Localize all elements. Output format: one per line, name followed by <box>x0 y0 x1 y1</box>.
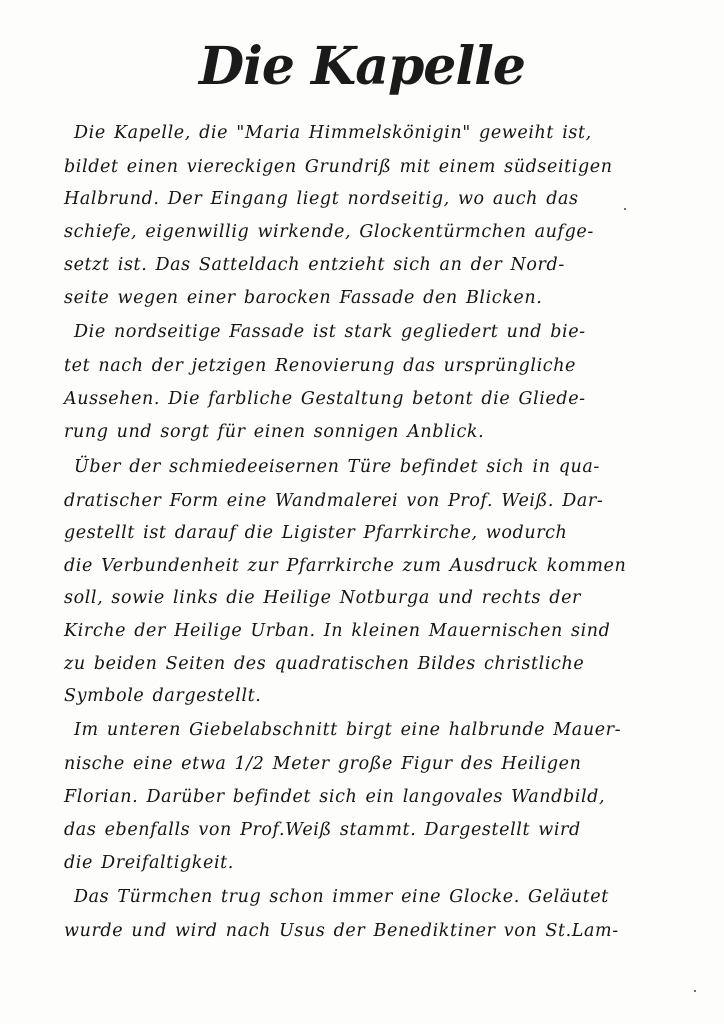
text-line: seite wegen einer barocken Fassade den Blicken. <box>64 288 543 308</box>
text-line: setzt ist. Das Satteldach entzieht sich an der Nord- <box>64 255 565 275</box>
text-line: Die nordseitige Fassade ist stark gegliedert und bie- <box>74 322 586 342</box>
text-line: Florian. Darüber befindet sich ein langovales Wandbild, <box>64 787 606 807</box>
text-line: Kirche der Heilige Urban. In kleinen Mauernischen sind <box>64 621 611 641</box>
text-line: das ebenfalls von Prof.Weiß stammt. Dargestellt wird <box>64 820 581 840</box>
text-line: rung und sorgt für einen sonnigen Anblick. <box>64 422 485 442</box>
text-line: Die Kapelle, die "Maria Himmelskönigin" geweiht ist, <box>74 123 592 143</box>
text-line: Über der schmiedeeisernen Türe befindet sich in qua- <box>74 457 600 477</box>
text-line: die Verbundenheit zur Pfarrkirche zum Ausdruck kommen <box>64 556 627 576</box>
text-line: Im unteren Giebelabschnitt birgt eine halbrunde Mauer- <box>74 720 622 740</box>
text-line: wurde und wird nach Usus der Benediktiner von St.Lam- <box>64 921 619 941</box>
text-line: Halbrund. Der Eingang liegt nordseitig, wo auch das <box>64 189 579 209</box>
text-line: soll, sowie links die Heilige Notburga und rechts der <box>64 588 582 608</box>
text-line: nische eine etwa 1/2 Meter große Figur des Heiligen <box>64 754 582 774</box>
text-line: Das Türmchen trug schon immer eine Glocke. Geläutet <box>74 887 609 907</box>
text-line: Symbole dargestellt. <box>64 686 262 706</box>
page-title: Die Kapelle <box>199 36 525 97</box>
text-line: gestellt ist darauf die Ligister Pfarrkirche, wodurch <box>64 523 568 543</box>
scan-speck <box>624 208 626 210</box>
text-line: bildet einen viereckigen Grundriß mit einem südseitigen <box>64 157 613 177</box>
text-line: zu beiden Seiten des quadratischen Bildes christliche <box>64 654 585 674</box>
text-line: die Dreifaltigkeit. <box>64 853 234 873</box>
scan-speck <box>694 990 696 992</box>
text-line: dratischer Form eine Wandmalerei von Prof. Weiß. Dar- <box>64 491 604 511</box>
text-line: Aussehen. Die farbliche Gestaltung betont die Gliede- <box>64 389 586 409</box>
text-line: schiefe, eigenwillig wirkende, Glockentürmchen aufge- <box>64 222 594 242</box>
text-line: tet nach der jetzigen Renovierung das ursprüngliche <box>64 356 577 376</box>
